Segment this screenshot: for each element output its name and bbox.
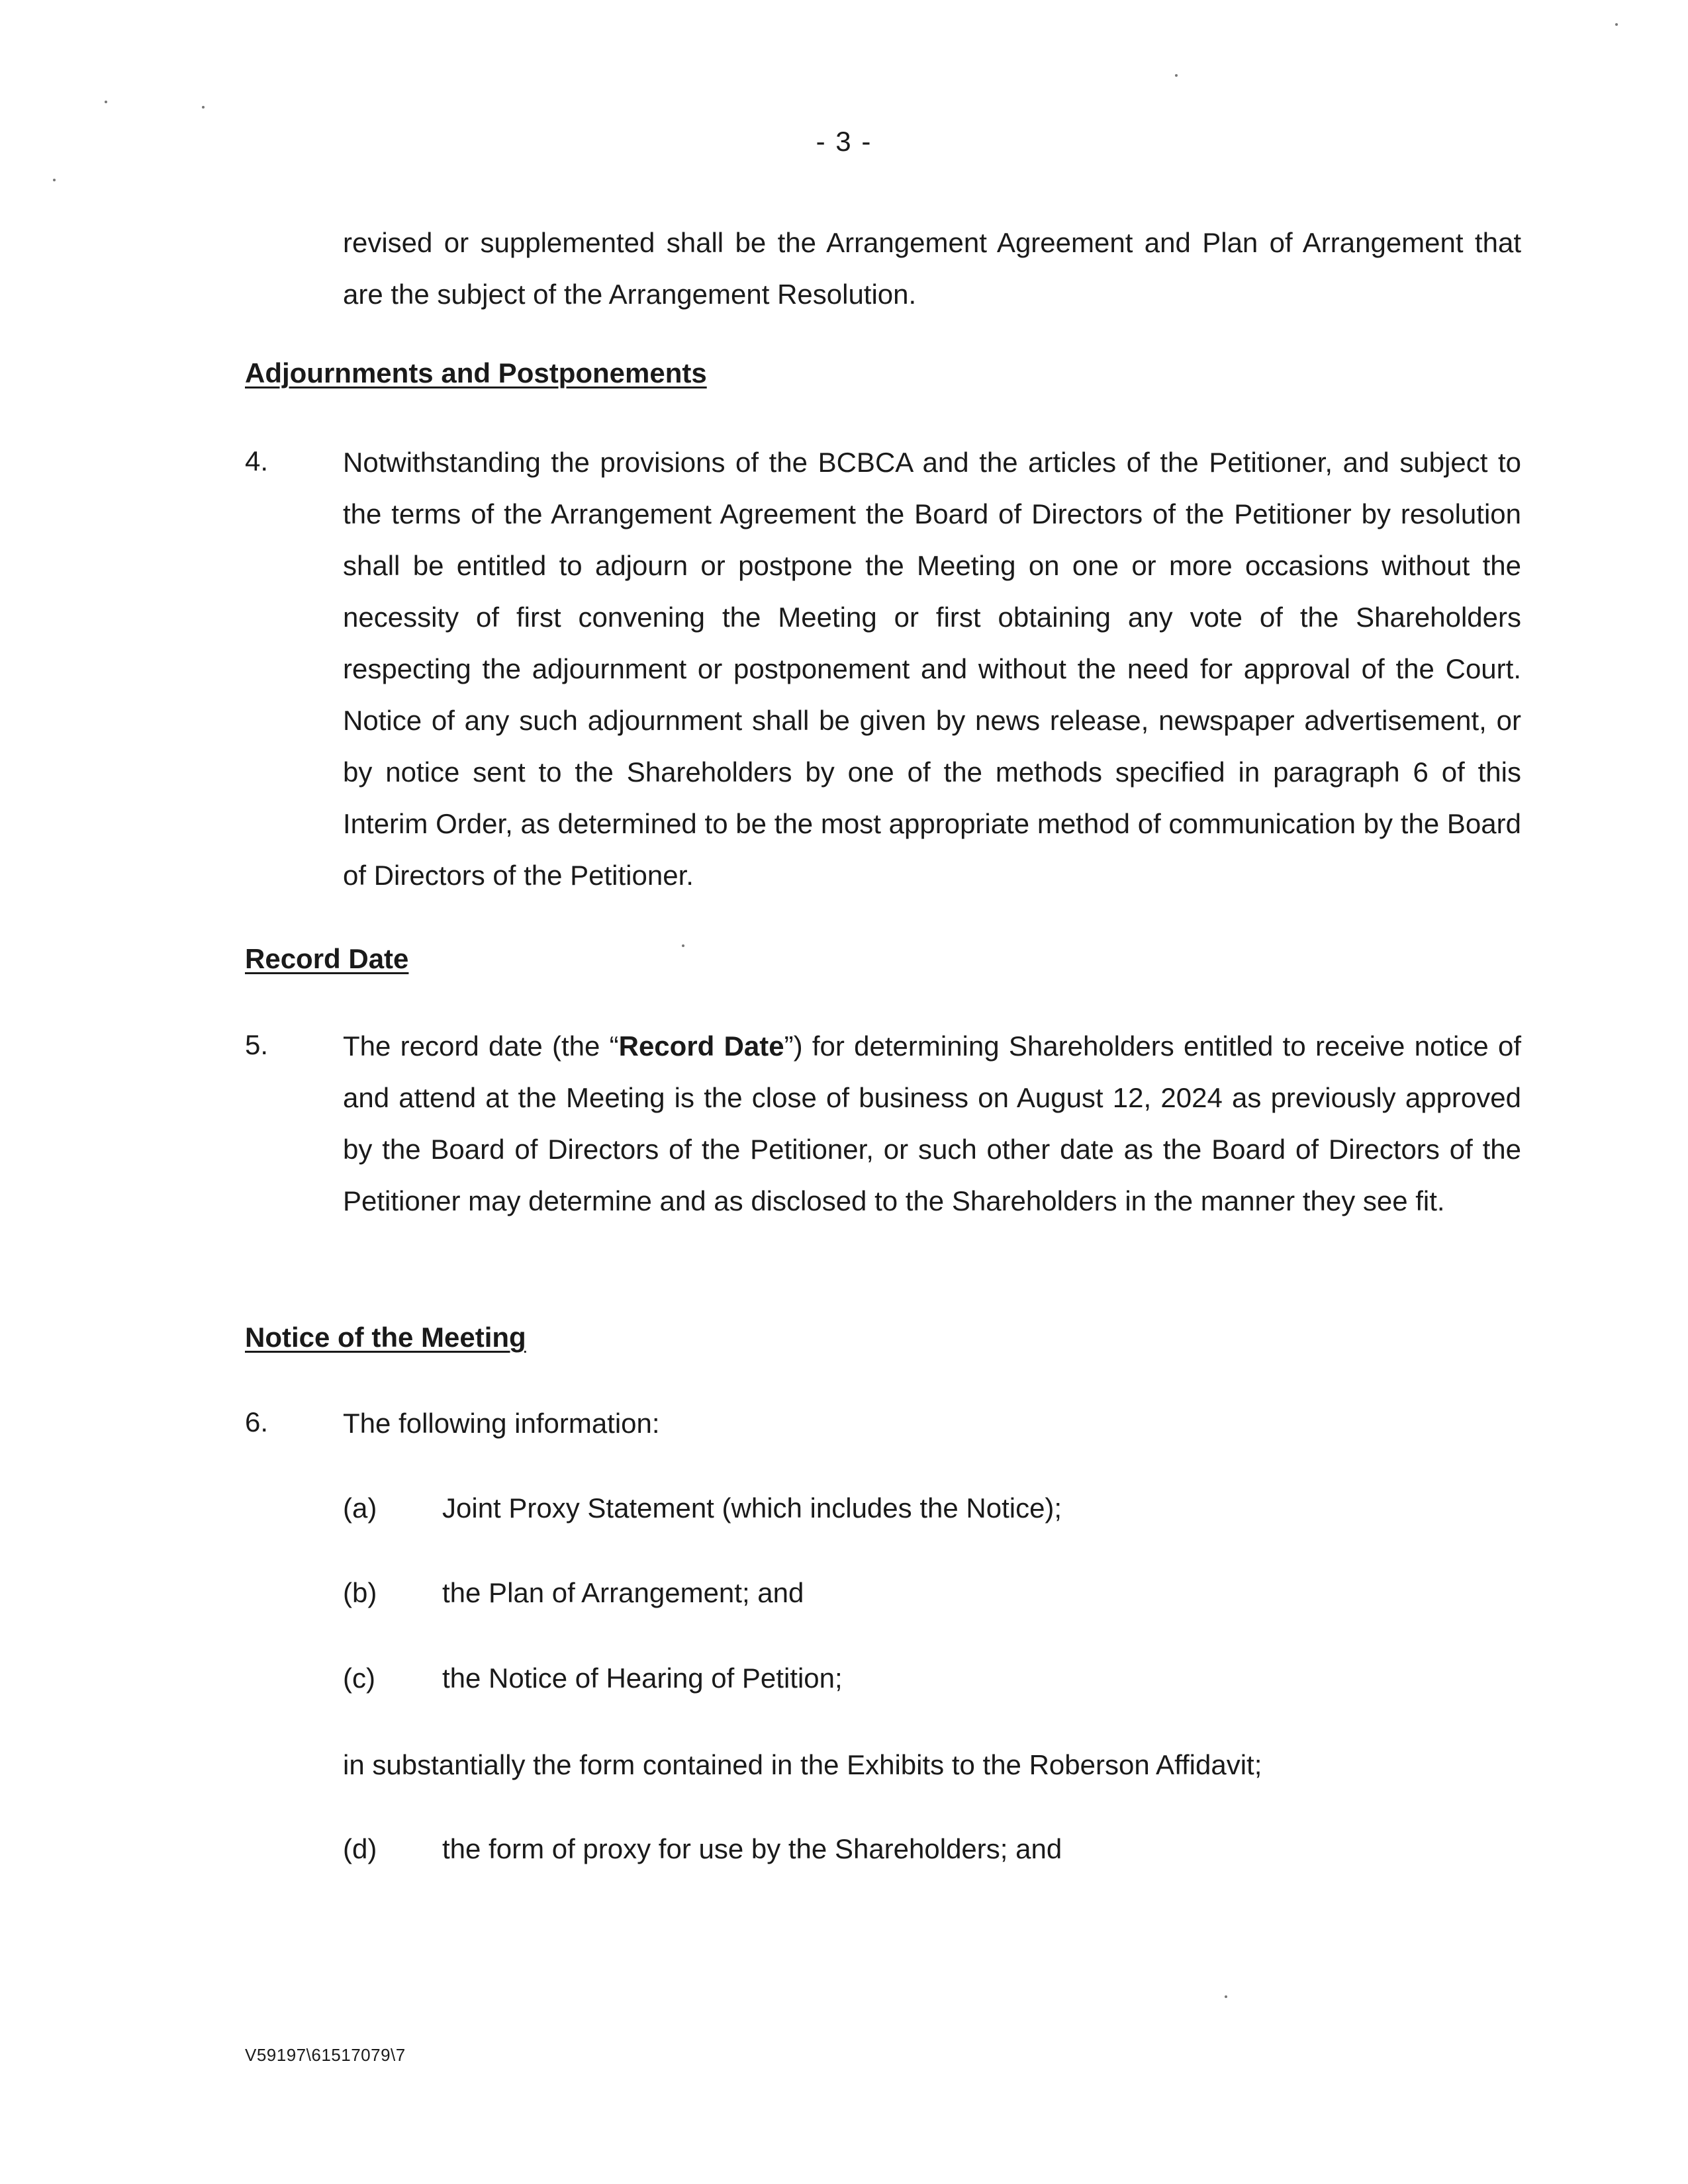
paragraph-6-intro: The following information: (343, 1408, 660, 1439)
paragraph-5-text (343, 1021, 1521, 1227)
paragraph-number-4: 4. (245, 445, 269, 477)
page-number: - 3 - (816, 126, 872, 157)
scan-speck (1615, 23, 1618, 26)
scan-speck (1175, 74, 1178, 77)
document-id: V59197\61517079\7 (245, 2045, 406, 2065)
paragraph-number-6: 6. (245, 1406, 269, 1437)
scan-speck (53, 179, 56, 181)
heading-notice-of-meeting: Notice of the Meeting (245, 1322, 526, 1353)
record-date-text-after: ”) for determining Shareholders entitled to receive notice of and attend at the Meeting is the close of business on August 12, 2024 as previously approved by the Board of Directors of the Petitioner, or such other date as the Board of Directors of the Petitioner may determine and as disclosed to the Shareholders in the manner they see fit. (343, 1030, 1522, 1216)
heading-adjournments: Adjournments and Postponements (245, 357, 707, 388)
list-item-text: Joint Proxy Statement (which includes the Notice); (442, 1492, 1062, 1524)
record-date-defined-term: Record Date (618, 1030, 784, 1062)
list-item-letter: (b) (343, 1577, 377, 1608)
list-item-text: the Plan of Arrangement; and (442, 1577, 804, 1608)
scan-speck (105, 101, 107, 103)
paragraph-6-middle-text: in substantially the form contained in the Exhibits to the Roberson Affidavit; (343, 1749, 1262, 1780)
record-date-text-before: The record date (the “ (343, 1030, 619, 1062)
list-item-letter: (d) (343, 1833, 377, 1864)
scan-speck (1225, 1995, 1227, 1998)
scan-speck (202, 106, 205, 109)
list-item-text: the form of proxy for use by the Shareholders; and (442, 1833, 1062, 1864)
scan-speck (682, 944, 684, 947)
paragraph-4-text: Notwithstanding the provisions of the BCBCA and the articles of the Petitioner, and subject to the terms of the Arrangement Agreement the Board of Directors of the Petitioner by resolution shall be entitled to adjourn or postpone the Meeting on one or more occasions without the necessity of first convening the Meeting or first obtaining any vote of the Shareholders respecting the adjournment or postponement and without the need for approval of the Court. Notice of any such adjournment shall be given by news release, newspaper advertisement, or by notice sent to the Shareholders by one of the methods specified in paragraph 6 of this Interim Order, as determined to be the most appropriate method of communication by the Board of Directors of the Petitioner. (343, 447, 1521, 891)
list-item-text: the Notice of Hearing of Petition; (442, 1662, 843, 1694)
heading-record-date: Record Date (245, 943, 409, 974)
list-item-letter: (c) (343, 1662, 375, 1694)
list-item-letter: (a) (343, 1492, 377, 1524)
continuation-paragraph: revised or supplemented shall be the Arrangement Agreement and Plan of Arrangement that are the subject of the Arrangement Resolution. (343, 227, 1521, 310)
paragraph-number-5: 5. (245, 1029, 269, 1060)
